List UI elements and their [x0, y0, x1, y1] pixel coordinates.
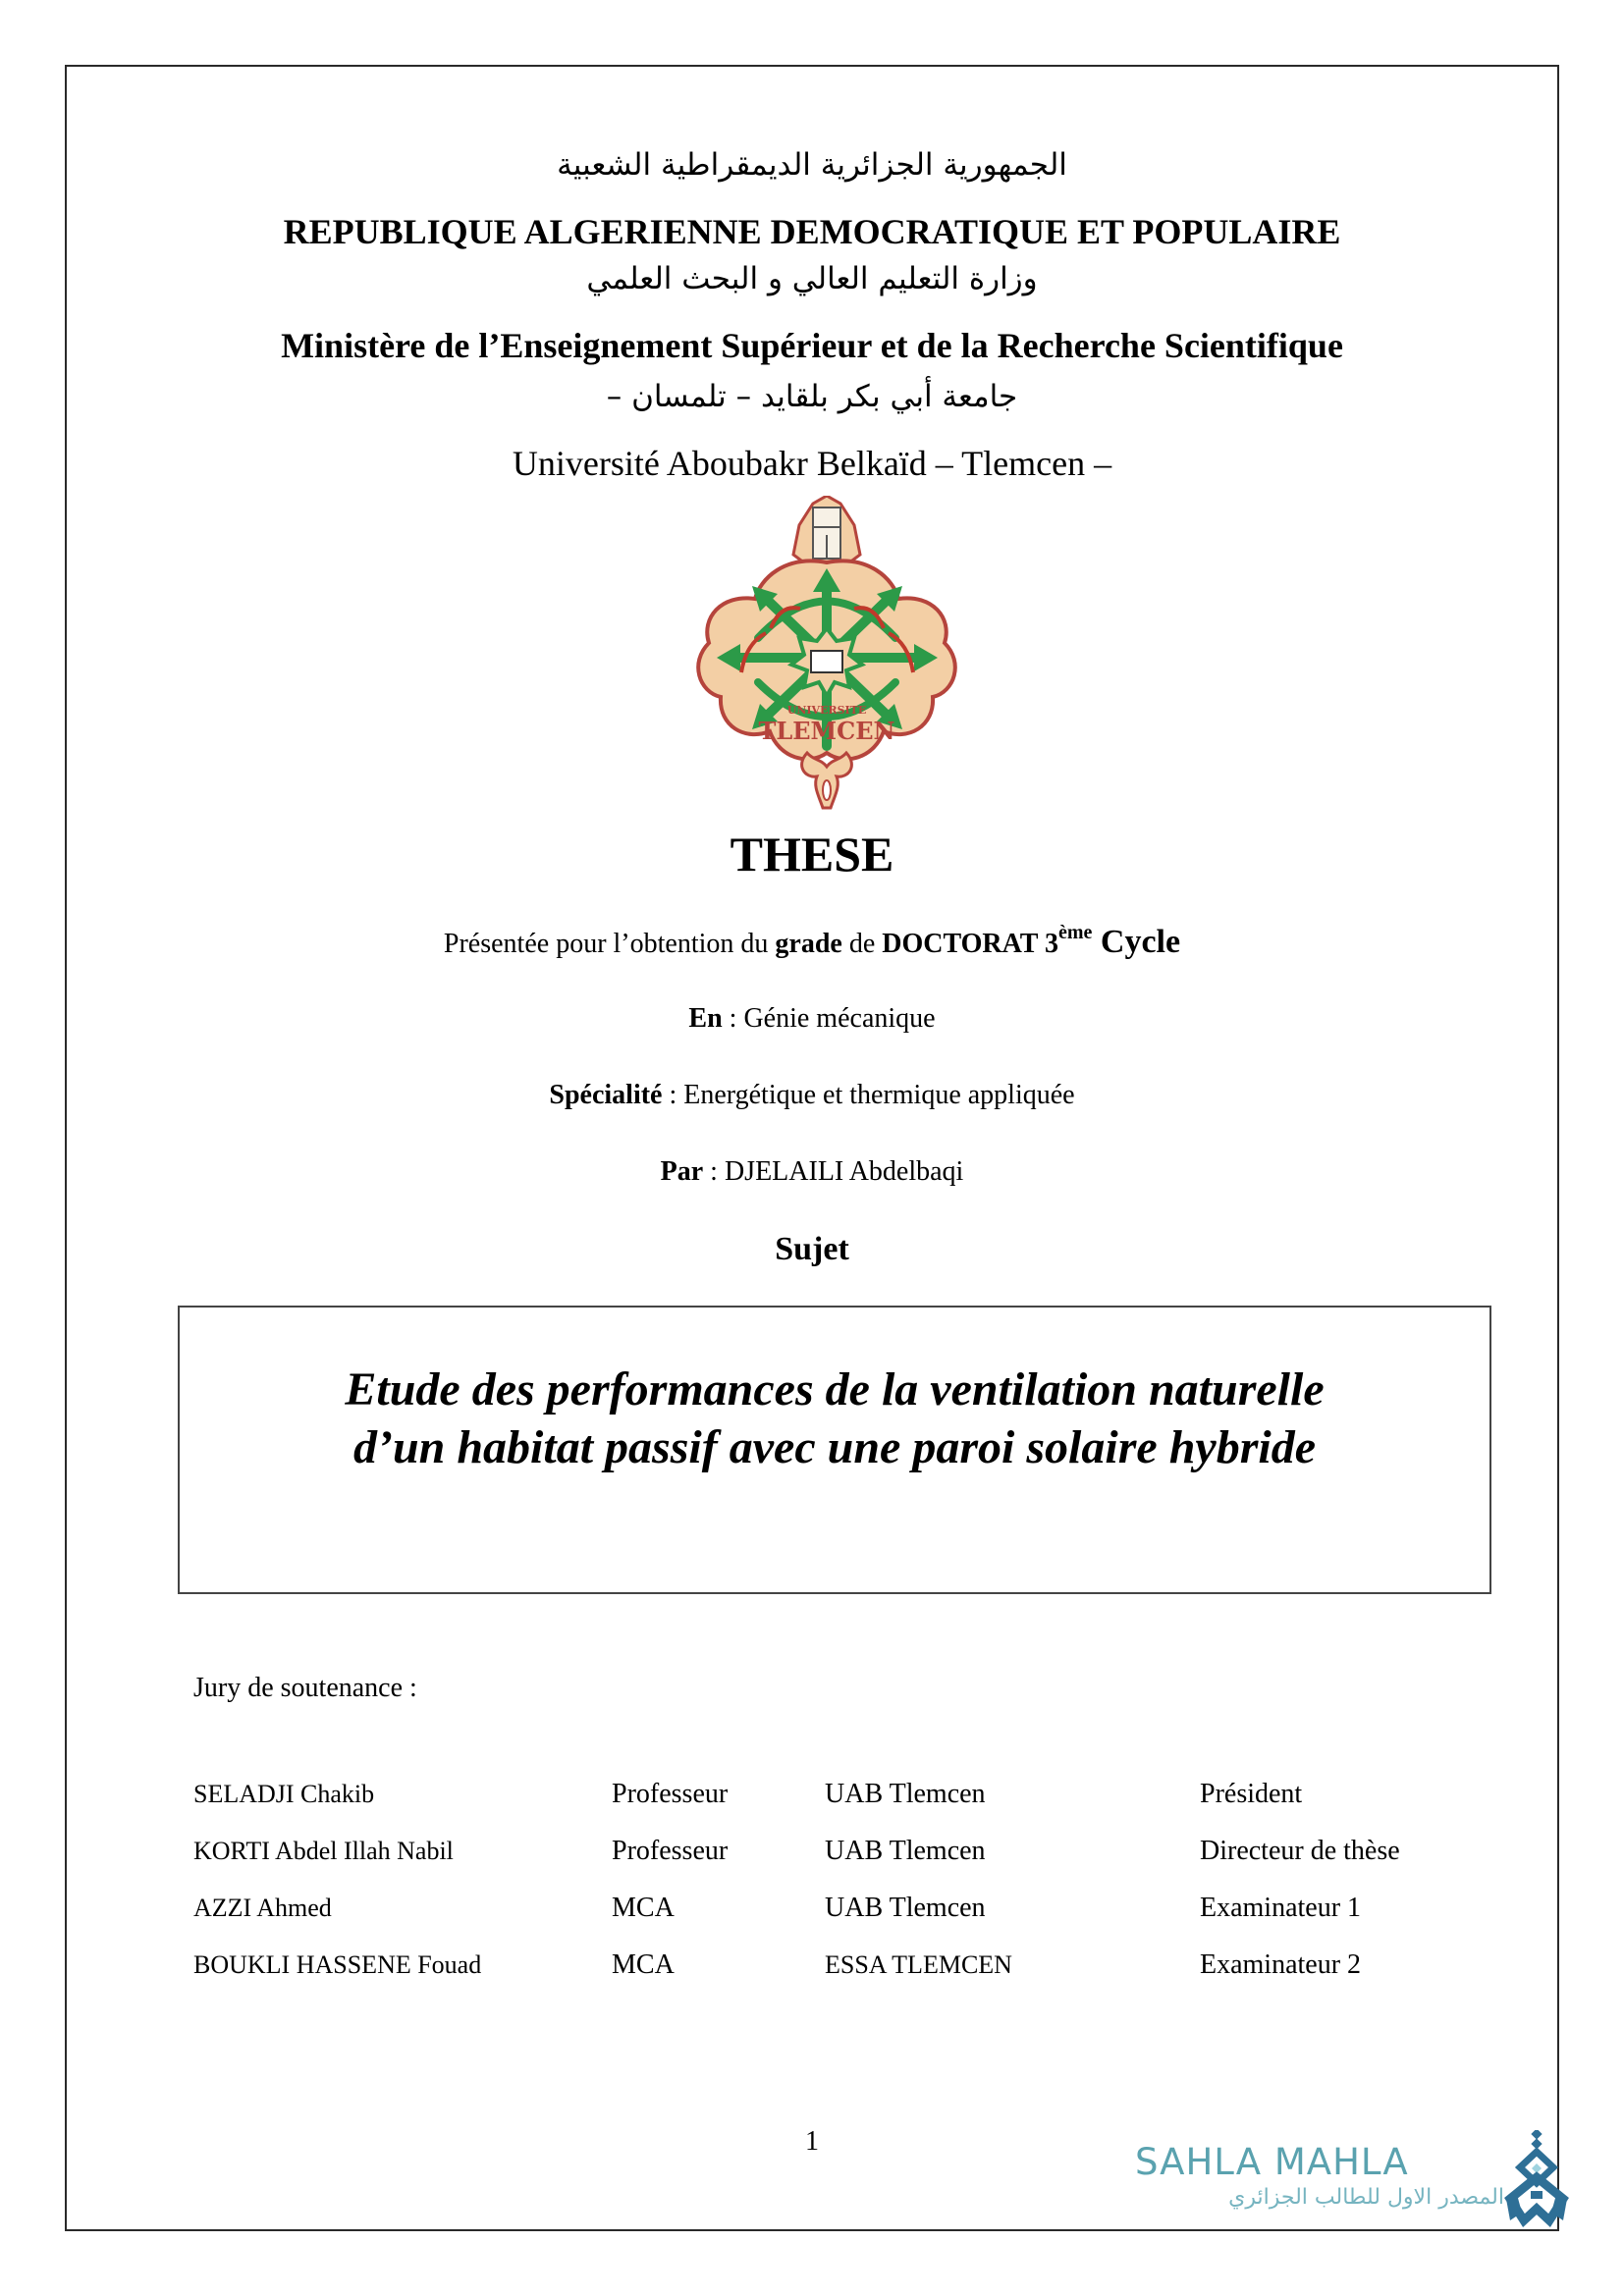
watermark-title: SAHLA MAHLA: [1135, 2141, 1409, 2183]
thesis-title: THESE: [730, 827, 894, 881]
ministry-heading: Ministère de l’Enseignement Supérieur et de la Recherche Scientifique: [281, 326, 1343, 365]
subject-title: [180, 1361, 1489, 1476]
presented-grade: grade: [775, 929, 842, 959]
jury-member-role: Directeur de thèse: [1200, 1836, 1400, 1866]
field-label: En: [688, 1003, 723, 1034]
author-label: Par: [660, 1156, 704, 1187]
jury-member-grade: MCA: [612, 1893, 675, 1923]
subject-title-line-1: Etude des performances de la ventilation naturelle: [345, 1363, 1325, 1415]
jury-member-institution: UAB Tlemcen: [825, 1836, 986, 1866]
jury-member-name: SELADJI Chakib: [193, 1780, 375, 1808]
republic-heading: REPUBLIQUE ALGERIENNE DEMOCRATIQUE ET POPULAIRE: [283, 212, 1341, 251]
subject-title-line-2: d’un habitat passif avec une paroi solaire hybride: [352, 1421, 1317, 1473]
watermark: [1129, 2140, 1571, 2228]
university-heading: Université Aboubakr Belkaïd – Tlemcen –: [512, 444, 1112, 483]
jury-member-grade: MCA: [612, 1949, 675, 1980]
jury-label: Jury de soutenance :: [193, 1673, 417, 1703]
presented-cycle: Cycle: [1092, 924, 1181, 960]
jury-member-role: Examinateur 2: [1200, 1949, 1362, 1980]
jury-member-institution: UAB Tlemcen: [825, 1893, 986, 1923]
jury-member-institution: ESSA TLEMCEN: [825, 1950, 1012, 1979]
jury-member-role: Examinateur 1: [1200, 1893, 1362, 1923]
arabic-university-heading: جامعة أبي بكر بلقايد – تلمسان –: [606, 379, 1018, 414]
emblem-text-universite: UNIVERSITE: [786, 704, 867, 717]
jury-row: [0, 1834, 1624, 1873]
presented-degree: DOCTORAT 3: [882, 929, 1058, 959]
presented-prefix: Présentée pour l’obtention du: [443, 929, 776, 959]
jury-member-institution: UAB Tlemcen: [825, 1779, 986, 1809]
author-line: [0, 1154, 1624, 1190]
speciality-label: Spécialité: [549, 1080, 663, 1110]
subject-box: [178, 1306, 1491, 1594]
emblem-text-tlemcen: TLEMCEN: [758, 717, 895, 745]
field-value: : Génie mécanique: [722, 1003, 936, 1034]
presented-line: [0, 922, 1624, 962]
subject-label: Sujet: [775, 1231, 849, 1267]
watermark-subtitle: المصدر الاول للطالب الجزائري: [1228, 2185, 1504, 2210]
university-tlemcen-emblem-icon: [687, 496, 967, 810]
presented-superscript: ème: [1057, 922, 1093, 943]
jury-row: [0, 1777, 1624, 1816]
arabic-ministry-heading: وزارة التعليم العالي و البحث العلمي: [586, 261, 1038, 296]
speciality-line: [0, 1078, 1624, 1113]
field-line: [0, 1001, 1624, 1037]
jury-member-grade: Professeur: [612, 1836, 729, 1866]
jury-member-name: KORTI Abdel Illah Nabil: [193, 1837, 454, 1865]
arabic-republic-heading: الجمهورية الجزائرية الديمقراطية الشعبية: [557, 147, 1067, 183]
sahla-mahla-logo-icon: [1502, 2130, 1576, 2228]
jury-row: [0, 1948, 1624, 1987]
jury-member-role: Président: [1200, 1779, 1303, 1809]
jury-row: [0, 1891, 1624, 1930]
jury-member-name: AZZI Ahmed: [193, 1894, 332, 1922]
speciality-value: : Energétique et thermique appliquée: [662, 1080, 1075, 1110]
jury-member-grade: Professeur: [612, 1779, 729, 1809]
presented-de: de: [841, 929, 883, 959]
page-number: 1: [805, 2126, 819, 2157]
author-value: : DJELAILI Abdelbaqi: [703, 1156, 964, 1187]
jury-member-name: BOUKLI HASSENE Fouad: [193, 1950, 482, 1979]
